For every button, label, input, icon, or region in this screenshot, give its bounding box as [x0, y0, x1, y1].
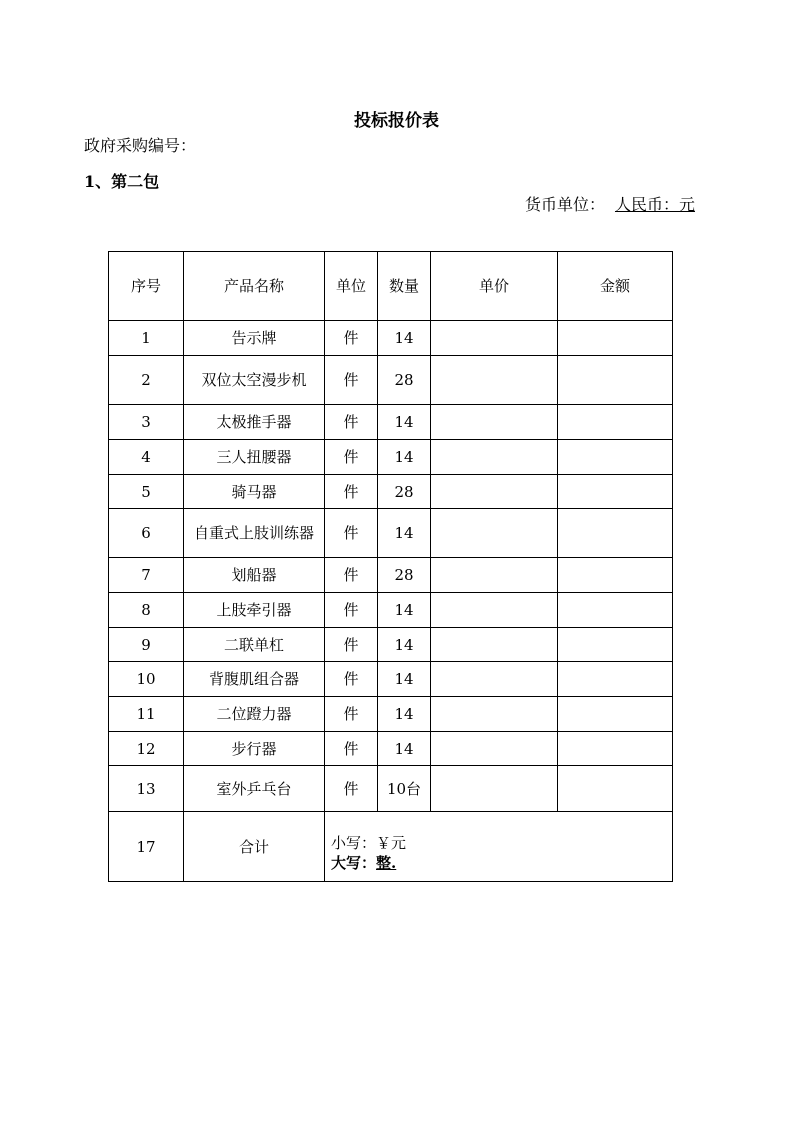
row-unit: 件: [325, 405, 378, 440]
row-unit-price[interactable]: [431, 440, 558, 475]
row-product-name: 双位太空漫步机: [184, 356, 325, 405]
row-no: 4: [109, 440, 184, 475]
table-row: [109, 662, 673, 697]
row-unit: 件: [325, 509, 378, 558]
row-product-name: 二位蹬力器: [184, 697, 325, 732]
total-no: 17: [109, 812, 184, 882]
header-amount: 金额: [558, 252, 673, 321]
row-product-name: 骑马器: [184, 475, 325, 509]
table-row: [109, 732, 673, 766]
row-no: 7: [109, 558, 184, 593]
header-unit: 单位: [325, 252, 378, 321]
row-product-name: 步行器: [184, 732, 325, 766]
row-amount[interactable]: [558, 558, 673, 593]
row-product-name: 自重式上肢训练器: [184, 509, 325, 558]
row-amount[interactable]: [558, 732, 673, 766]
table-row: [109, 766, 673, 812]
currency-label: 货币单位：: [524, 195, 605, 214]
row-quantity: 14: [378, 321, 431, 356]
row-no: 12: [109, 732, 184, 766]
row-unit: 件: [325, 628, 378, 662]
row-amount[interactable]: [558, 628, 673, 662]
row-unit-price[interactable]: [431, 697, 558, 732]
total-small: 小写：￥元: [331, 833, 407, 852]
row-no: 6: [109, 509, 184, 558]
row-no: 9: [109, 628, 184, 662]
row-no: 3: [109, 405, 184, 440]
row-unit-price[interactable]: [431, 509, 558, 558]
row-product-name: 太极推手器: [184, 405, 325, 440]
currency-unit: [525, 192, 695, 215]
row-unit-price[interactable]: [431, 662, 558, 697]
row-unit: 件: [325, 732, 378, 766]
row-quantity: 14: [378, 440, 431, 475]
total-row: [109, 812, 673, 882]
row-unit: 件: [325, 475, 378, 509]
row-unit-price[interactable]: [431, 766, 558, 812]
table-row: [109, 405, 673, 440]
row-no: 10: [109, 662, 184, 697]
row-unit: 件: [325, 558, 378, 593]
table-row: [109, 628, 673, 662]
row-no: 1: [109, 321, 184, 356]
package-heading: 1、第二包: [84, 172, 160, 191]
row-amount[interactable]: [558, 475, 673, 509]
row-product-name: 上肢牵引器: [184, 593, 325, 628]
header-no: 序号: [109, 252, 184, 321]
row-quantity: 28: [378, 558, 431, 593]
table-row: [109, 440, 673, 475]
row-unit-price[interactable]: [431, 356, 558, 405]
row-quantity: 10台: [378, 766, 431, 812]
total-big-label: 大写：: [331, 853, 377, 872]
table-row: [109, 321, 673, 356]
table-row: [109, 697, 673, 732]
row-quantity: 14: [378, 509, 431, 558]
row-amount[interactable]: [558, 509, 673, 558]
quote-table: [108, 251, 673, 882]
row-quantity: 14: [378, 662, 431, 697]
procurement-number-label: 政府采购编号：: [84, 136, 197, 155]
currency-value: 人民币：元: [614, 195, 695, 214]
row-unit: 件: [325, 697, 378, 732]
table-row: [109, 356, 673, 405]
row-amount[interactable]: [558, 697, 673, 732]
row-amount[interactable]: [558, 440, 673, 475]
row-unit-price[interactable]: [431, 732, 558, 766]
row-unit: 件: [325, 440, 378, 475]
row-amount[interactable]: [558, 593, 673, 628]
row-quantity: 28: [378, 475, 431, 509]
table-header-row: [109, 252, 673, 321]
row-product-name: 室外乒乓台: [184, 766, 325, 812]
row-product-name: 划船器: [184, 558, 325, 593]
total-big-value: 整.: [376, 853, 397, 872]
table-row: [109, 558, 673, 593]
row-product-name: 三人扭腰器: [184, 440, 325, 475]
row-unit-price[interactable]: [431, 321, 558, 356]
row-unit-price[interactable]: [431, 558, 558, 593]
row-no: 11: [109, 697, 184, 732]
row-unit: 件: [325, 356, 378, 405]
row-amount[interactable]: [558, 766, 673, 812]
total-amount: [325, 812, 673, 882]
row-unit-price[interactable]: [431, 628, 558, 662]
row-quantity: 14: [378, 628, 431, 662]
row-product-name: 二联单杠: [184, 628, 325, 662]
header-price: 单价: [431, 252, 558, 321]
table-row: [109, 509, 673, 558]
total-label: 合计: [184, 812, 325, 882]
table-row: [109, 475, 673, 509]
row-no: 5: [109, 475, 184, 509]
row-amount[interactable]: [558, 405, 673, 440]
header-name: 产品名称: [184, 252, 325, 321]
page-title: 投标报价表: [354, 111, 439, 131]
row-unit-price[interactable]: [431, 475, 558, 509]
row-amount[interactable]: [558, 321, 673, 356]
row-amount[interactable]: [558, 662, 673, 697]
row-no: 13: [109, 766, 184, 812]
row-unit: 件: [325, 593, 378, 628]
table-row: [109, 593, 673, 628]
row-quantity: 14: [378, 732, 431, 766]
row-quantity: 14: [378, 697, 431, 732]
row-no: 2: [109, 356, 184, 405]
row-product-name: 告示牌: [184, 321, 325, 356]
header-qty: 数量: [378, 252, 431, 321]
row-quantity: 14: [378, 593, 431, 628]
row-quantity: 28: [378, 356, 431, 405]
row-unit: 件: [325, 662, 378, 697]
row-unit: 件: [325, 321, 378, 356]
row-product-name: 背腹肌组合器: [184, 662, 325, 697]
row-no: 8: [109, 593, 184, 628]
row-quantity: 14: [378, 405, 431, 440]
row-unit-price[interactable]: [431, 405, 558, 440]
row-amount[interactable]: [558, 356, 673, 405]
row-unit: 件: [325, 766, 378, 812]
row-unit-price[interactable]: [431, 593, 558, 628]
